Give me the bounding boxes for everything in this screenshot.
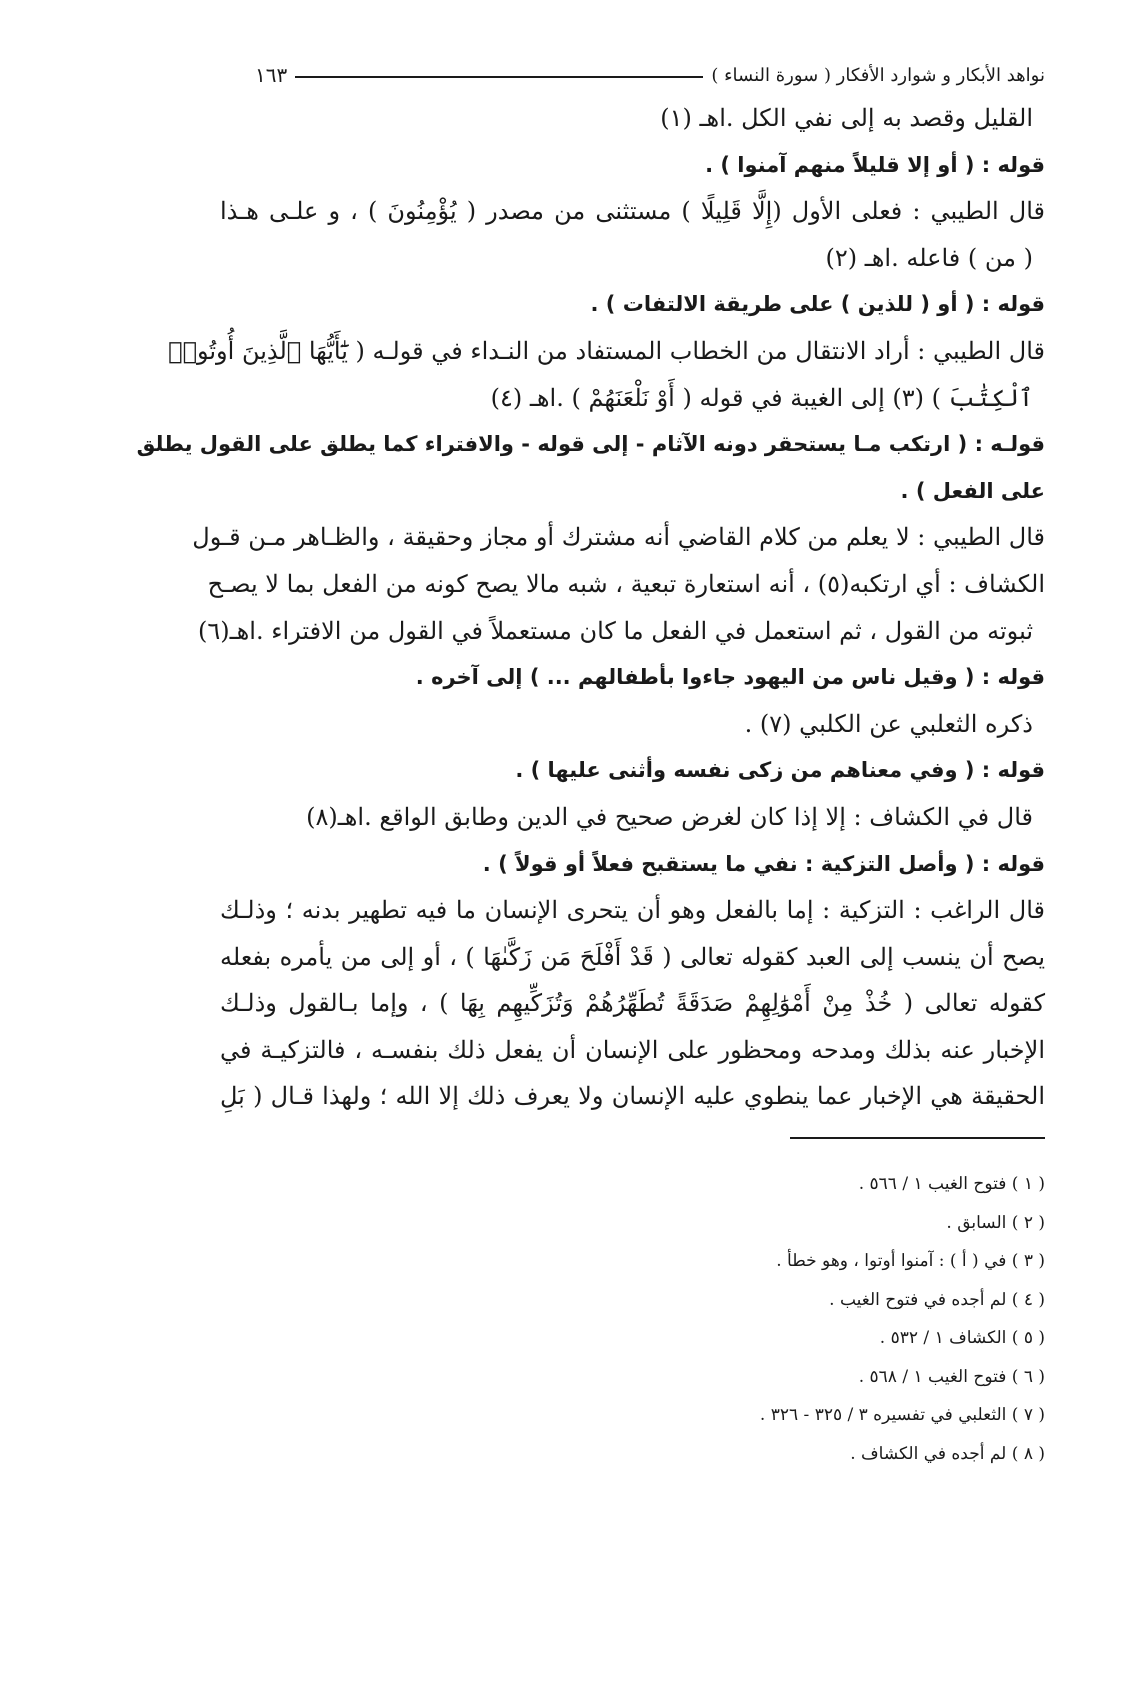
page-number: ١٦٣ (255, 63, 288, 87)
text-line: قولـه : ( ارتكب مـا يستحقر دونه الآثام - إلى قوله - والافتراء كما يطلق على القول يطلق (136, 432, 1045, 457)
text-line: قوله : ( أو ( للذين ) على طريقة الالتفات ) . (590, 292, 1045, 317)
footnote: ( ٣ ) في ( أ ) : آمنوا أوتوا ، وهو خطأ . (776, 1251, 1045, 1271)
footnote: ( ٨ ) لم أجده في الكشاف . (850, 1443, 1045, 1464)
text-line: قال الراغب : التزكية : إما بالفعل وهو أن يتحرى الإنسان ما فيه تطهير بدنه ؛ وذلـك (220, 896, 1045, 925)
text-line: ذكره الثعلبي عن الكلبي (٧) . (744, 709, 1033, 738)
text-line: قوله : ( وأصل التزكية : نفي ما يستقبح فعلاً أو قولاً ) . (482, 851, 1045, 876)
text-line: قوله : ( وفي معناهم من زكى نفسه وأثنى عليها ) . (515, 758, 1045, 783)
footnote: ( ٥ ) الكشاف ١ / ٥٣٢ . (879, 1328, 1045, 1348)
footnote: ( ١ ) فتوح الغيب ١ / ٥٦٦ . (858, 1174, 1045, 1194)
text-line: قال الطيبي : فعلى الأول (إِلَّا قَلِيلًا ) مستثنى من مصدر ( يُؤْمِنُونَ ) ، و علـى هـذا (220, 197, 1046, 226)
footnote-separator (790, 1137, 1045, 1139)
text-line: قال في الكشاف : إلا إذا كان لغرض صحيح في الدين وطابق الواقع .اهـ(٨) (306, 802, 1033, 831)
main-text (136, 95, 1046, 1120)
running-header (255, 58, 1045, 92)
text-line: قال الطيبي : أراد الانتقال من الخطاب المستفاد من النـداء في قولـه ( يَٰٓأَيُّهَا ٱلَّذِينَ أُوتُوا۟ (168, 336, 1045, 365)
footnote: ( ٤ ) لم أجده في فتوح الغيب . (829, 1289, 1045, 1310)
text-line: يصح أن ينسب إلى العبد كقوله تعالى ( قَدْ أَفْلَحَ مَن زَكَّىٰهَا ) ، أو إلى من يأمره بفعله (220, 942, 1045, 971)
text-line: القليل وقصد به إلى نفي الكل .اهـ (١) (660, 104, 1033, 132)
footnote: ( ٢ ) السابق . (946, 1212, 1045, 1233)
text-line: الإخبار عنه بذلك ومدحه ومحظور على الإنسان أن يفعل ذلك بنفسـه ، فالتزكيـة في (220, 1035, 1045, 1064)
text-line: قوله : ( أو إلا قليلاً منهم آمنوا ) . (705, 152, 1045, 177)
text-line: ٱلْكِتَٰبَ ) (٣) إلى الغيبة في قوله ( أَوْ نَلْعَنَهُمْ ) .اهـ (٤) (490, 383, 1033, 412)
header-rule (295, 76, 703, 78)
running-title: نواهد الأبكار و شوارد الأفكار ( سورة النساء ) (711, 64, 1045, 86)
text-line: على الفعل ) . (900, 478, 1045, 503)
footnote: ( ٧ ) الثعلبي في تفسيره ٣ / ٣٢٥ - ٣٢٦ . (759, 1405, 1045, 1425)
text-line: كقوله تعالى ( خُذْ مِنْ أَمْوَٰلِهِمْ صَدَقَةً تُطَهِّرُهُمْ وَتُزَكِّيهِم بِهَا ) ، وإما بـالقول وذلـك (220, 989, 1045, 1018)
text-line: الحقيقة هي الإخبار عما ينطوي عليه الإنسان ولا يعرف ذلك إلا الله ؛ ولهذا قـال ( بَلِ (220, 1082, 1045, 1111)
footnotes (445, 1165, 1045, 1473)
text-line: الكشاف : أي ارتكبه(٥) ، أنه استعارة تبعية ، شبه مالا يصح كونه من الفعل بما لا يصـح (207, 569, 1045, 598)
footnote: ( ٦ ) فتوح الغيب ١ / ٥٦٨ . (858, 1366, 1045, 1387)
text-line: قال الطيبي : لا يعلم من كلام القاضي أنه مشترك أو مجاز وحقيقة ، والظـاهر مـن قـول (192, 523, 1045, 552)
text-line: قوله : ( وقيل ناس من اليهود جاءوا بأطفالهم ... ) إلى آخره . (415, 665, 1045, 690)
text-line: ( من ) فاعله .اهـ (٢) (825, 243, 1033, 272)
text-line: ثبوته من القول ، ثم استعمل في الفعل ما كان مستعملاً في القول من الافتراء .اهـ(٦) (197, 616, 1033, 645)
